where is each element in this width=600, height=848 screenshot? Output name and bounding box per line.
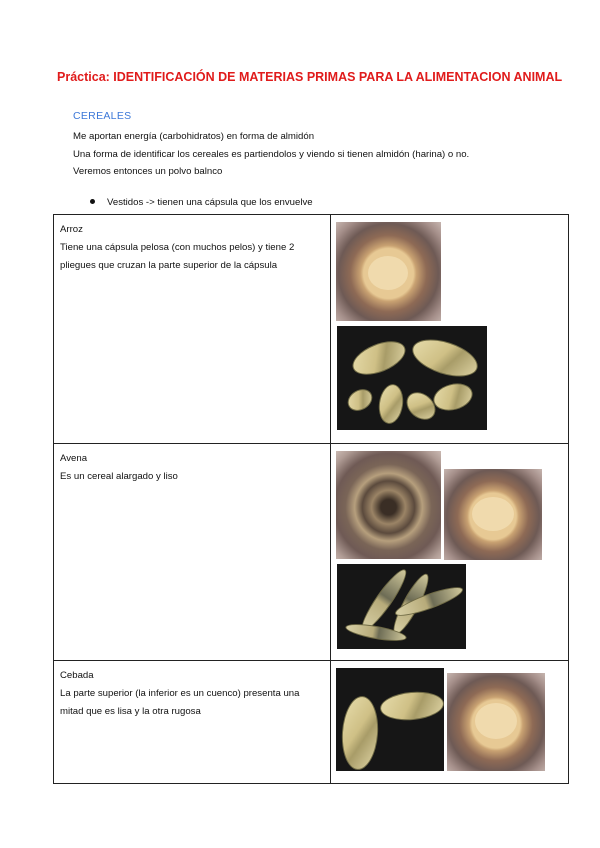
image-cell xyxy=(331,444,569,661)
cereal-description: Es un cereal alargado y liso xyxy=(60,471,178,482)
image-cell xyxy=(331,215,569,444)
table-row xyxy=(54,661,569,784)
text-cell xyxy=(54,444,331,661)
intro-line-3: Veremos entonces un polvo balnco xyxy=(73,166,223,177)
bullet-item xyxy=(90,197,313,208)
cereal-name: Arroz xyxy=(60,224,83,235)
barley-grains-photo xyxy=(336,668,444,771)
intro-paragraph xyxy=(73,128,469,181)
cereal-description: Tiene una cápsula pelosa (con muchos pelos) y tiene 2 pliegues que cruzan la parte superior de la cápsula xyxy=(60,242,295,271)
title-prefix: Práctica: xyxy=(57,70,110,84)
cereal-description: La parte superior (la inferior es un cuenco) presenta una mitad que es lisa y la otra rugosa xyxy=(60,688,300,717)
page-title xyxy=(57,70,577,84)
rice-jar-photo xyxy=(336,222,441,321)
text-cell xyxy=(54,661,331,784)
table-row xyxy=(54,444,569,661)
section-heading: CEREALES xyxy=(73,110,132,122)
text-cell xyxy=(54,215,331,444)
cereal-name: Cebada xyxy=(60,670,94,681)
intro-line-2: Una forma de identificar los cereales es partiendolos y viendo si tienen almidón (harina) o no. xyxy=(73,148,470,160)
bullet-dot-icon xyxy=(90,199,95,204)
oat-grains-photo xyxy=(337,564,466,649)
table-row xyxy=(54,215,569,444)
title-main: IDENTIFICACIÓN DE MATERIAS PRIMAS PARA LA ALIMENTACION ANIMAL xyxy=(113,70,563,84)
oat-jar-photo-dark xyxy=(336,451,441,559)
cereal-name: Avena xyxy=(60,453,88,464)
bullet-text: Vestidos -> tienen una cápsula que los envuelve xyxy=(107,197,313,208)
rice-grains-photo xyxy=(337,326,487,430)
barley-jar-photo xyxy=(447,673,545,771)
intro-line-1: Me aportan energía (carbohidratos) en forma de almidón xyxy=(73,131,315,142)
oat-jar-photo-light xyxy=(444,469,542,560)
image-cell xyxy=(331,661,569,784)
cereal-table xyxy=(53,214,569,784)
